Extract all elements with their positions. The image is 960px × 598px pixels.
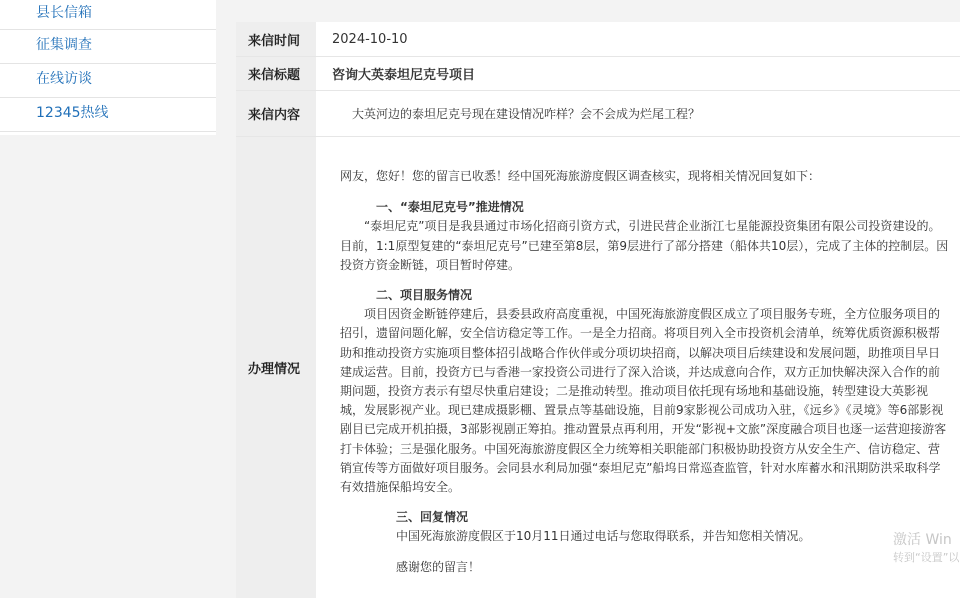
sidebar-item-survey[interactable]: 征集调查 (0, 30, 216, 64)
reply-section1-text: “泰坦尼克”项目是我县通过市场化招商引资方式，引进民营企业浙江七星能源投资集团有限公司投资建设的。目前，1:1原型复建的“泰坦尼克号”已建至第8层，第9层进行了部分搭建（船体共10层），完成了主体的控制层。因投资方资金断链，项目暂时停建。 (340, 219, 949, 272)
letter-title-row (236, 57, 960, 91)
letter-time-label: 来信时间 (236, 22, 316, 56)
reply-section2-heading: 二、项目服务情况 (376, 288, 473, 303)
reply-section3-text: 中国死海旅游度假区于10月11日通过电话与您取得联系，并告知您相关情况。 (396, 529, 811, 544)
reply-greeting: 网友，您好！您的留言已收悉！经中国死海旅游度假区调查核实，现将相关情况回复如下： (340, 169, 821, 183)
reply-section2-text: 项目因资金断链停建后，县委县政府高度重视，中国死海旅游度假区成立了项目服务专班，全方位服务项目的招引，遗留问题化解，安全信访稳定等工作。一是全力招商。将项目列入全市投资机会清单，统筹优质资源积极帮助和推动投资方实施项目整体招引战略合作伙伴或分项切块招商，以解决项目后续建设和发展问题，助推项目早日建成运营。目前，投资方已与香港一家投资公司进行了深入洽谈，并达成意向合作，双方正加快解决深入合作的前期问题，投资方表示有望尽快重启建设；二是推动转型。推动项目依托现有场地和基础设施，转型建设大英影视城，发展影视产业。现已建成摄影棚、置景点等基础设施，目前9家影视公司成功入驻，《远乡》《灵境》等6部影视剧目已完成开机拍摄，3部影视剧正筹拍。推动置景点再利用，开发“影视+文旅”深度融合项目也逐一运营迎接游客打卡体验；三是强化服务。中国死海旅游度假区全力统筹相关职能部门积极协助投资方从安全生产、信访稳定、营销宣传等方面做好项目服务。会同县水利局加强“泰坦尼克”船坞日常巡查监管，针对水库蓄水和汛期防洪采取科学有效措施保船坞安全。 (340, 307, 947, 495)
sidebar-item-county-mailbox[interactable]: 县长信箱 (0, 0, 216, 30)
letter-content-label: 来信内容 (236, 91, 316, 136)
watermark-line1: 激活 Win (893, 532, 952, 548)
letter-detail-table (236, 22, 960, 598)
sidebar-item-12345-hotline[interactable]: 12345热线 (0, 98, 216, 132)
letter-time-row (236, 22, 960, 57)
handling-label: 办理情况 (236, 137, 316, 598)
letter-title-value: 咨询大英泰坦尼克号项目 (332, 68, 476, 83)
windows-activation-watermark (893, 530, 959, 566)
letter-content-row (236, 91, 960, 137)
handling-row (236, 137, 960, 598)
reply-section1-heading: 一、“泰坦尼克号”推进情况 (376, 200, 524, 215)
letter-content-value: 大英河边的泰坦尼克号现在建设情况咋样？会不会成为烂尾工程？ (352, 107, 701, 121)
reply-body (316, 137, 960, 598)
sidebar-nav (0, 0, 216, 135)
letter-time-value: 2024-10-10 (332, 31, 408, 47)
reply-closing: 感谢您的留言！ (396, 559, 481, 574)
letter-title-label: 来信标题 (236, 57, 316, 90)
watermark-line2: 转到“设置”以 (893, 551, 960, 564)
reply-section3-heading: 三、回复情况 (396, 510, 469, 525)
sidebar-item-online-interview[interactable]: 在线访谈 (0, 64, 216, 98)
